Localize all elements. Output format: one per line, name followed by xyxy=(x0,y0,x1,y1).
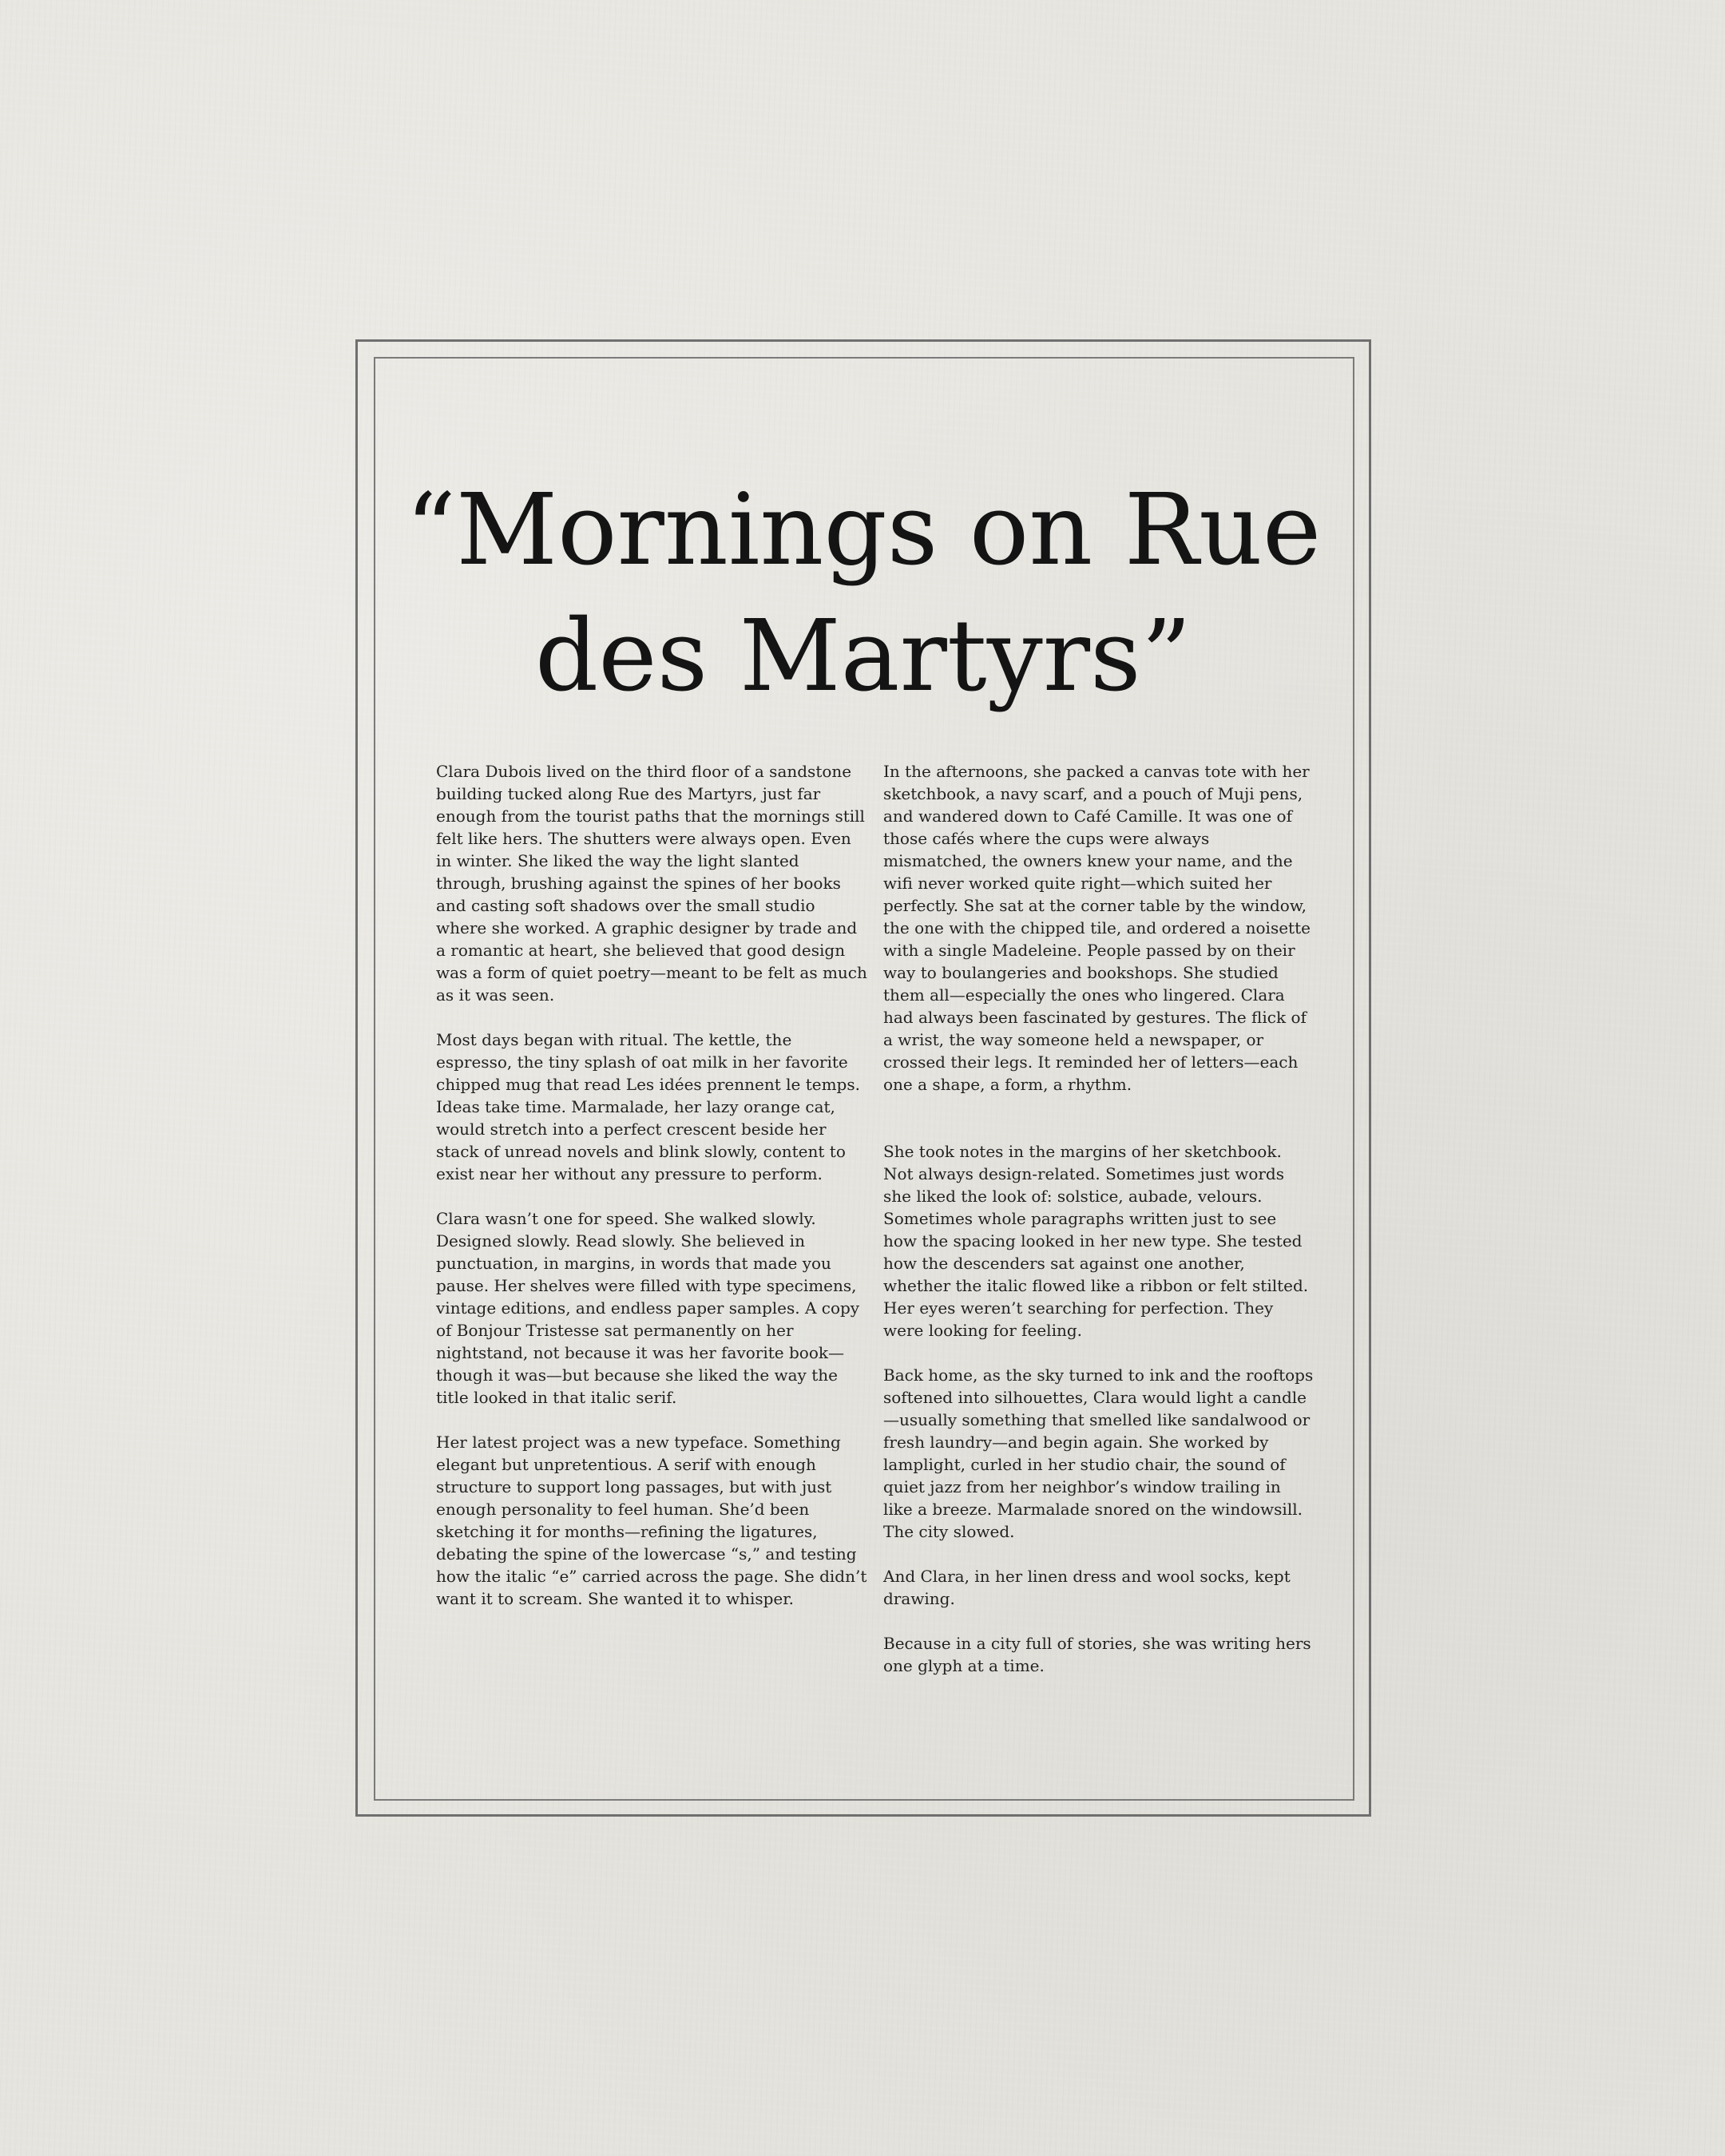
paragraph: In the afternoons, she packed a canvas tote with her sketchbook, a navy scarf, and a pouch of Muji pens, and wandered down to Café Camille. It was one of those cafés where the cups were always mismatched, the owners knew your name, and the wifi never worked quite right—which suited her perfectly. She sat at the corner table by the window, the one with the chipped tile, and ordered a noisette with a single Madeleine. People passed by on their way to boulangeries and bookshops. She studied them all—especially the ones who lingered. Clara had always been fascinated by gestures. The flick of a wrist, the way someone held a newspaper, or crossed their legs. It reminded her of letters—each one a shape, a form, a rhythm. xyxy=(883,762,1311,1094)
paragraph: Clara wasn’t one for speed. She walked slowly. Designed slowly. Read slowly. She believed in punctuation, in margins, in words that made you pause. Her shelves were filled with type specimens, vintage editions, and endless paper samples. A copy of Bonjour Tristesse sat permanently on her nightstand, not because it was her favorite book—though it was—but because she liked the way the title looked in that italic serif. xyxy=(436,1209,860,1407)
story-title: “Mornings on Rue des Martyrs” xyxy=(405,473,1322,714)
right-text-column xyxy=(883,760,1315,1699)
paragraph: Most days began with ritual. The kettle, the espresso, the tiny splash of oat milk in her favorite chipped mug that read Les idées prennent le temps. Ideas take time. Marmalade, her lazy orange cat, would stretch into a perfect crescent beside her stack of unread novels and blink slowly, content to exist near her without any pressure to perform. xyxy=(436,1030,860,1183)
paragraph: Because in a city full of stories, she was writing hers one glyph at a time. xyxy=(883,1634,1311,1675)
left-text-column xyxy=(436,760,867,1632)
paragraph: Back home, as the sky turned to ink and the rooftops softened into silhouettes, Clara would light a candle—usually something that smelled like sandalwood or fresh laundry—and begin again. She worked by lamplight, curled in her studio chair, the sound of quiet jazz from her neighbor’s window trailing in like a breeze. Marmalade snored on the windowsill. The city slowed. xyxy=(883,1365,1314,1541)
paragraph: Clara Dubois lived on the third floor of a sandstone building tucked along Rue des Martyrs, just far enough from the tourist paths that the mornings still felt like hers. The shutters were always open. Even in winter. She liked the way the light slanted through, brushing against the spines of her books and casting soft shadows over the small studio where she worked. A graphic designer by trade and a romantic at heart, she believed that good design was a form of quiet poetry—meant to be felt as much as it was seen. xyxy=(436,762,867,1005)
paragraph: And Clara, in her linen dress and wool socks, kept drawing. xyxy=(883,1567,1291,1608)
paragraph: Her latest project was a new typeface. Something elegant but unpretentious. A serif with enough structure to support long passages, but with just enough personality to feel human. She’d been sketching it for months—refining the ligatures, debating the spine of the lowercase “s,” and testing how the italic “e” carried across the page. She didn’t want it to scream. She wanted it to whisper. xyxy=(436,1433,867,1608)
paragraph: She took notes in the margins of her sketchbook. Not always design-related. Sometimes just words she liked the look of: solstice, aubade, velours. Sometimes whole paragraphs written just to see how the spacing looked in her new type. She tested how the descenders sat against one another, whether the italic flowed like a ribbon or felt stilted. Her eyes weren’t searching for perfection. They were looking for feeling. xyxy=(883,1142,1309,1340)
